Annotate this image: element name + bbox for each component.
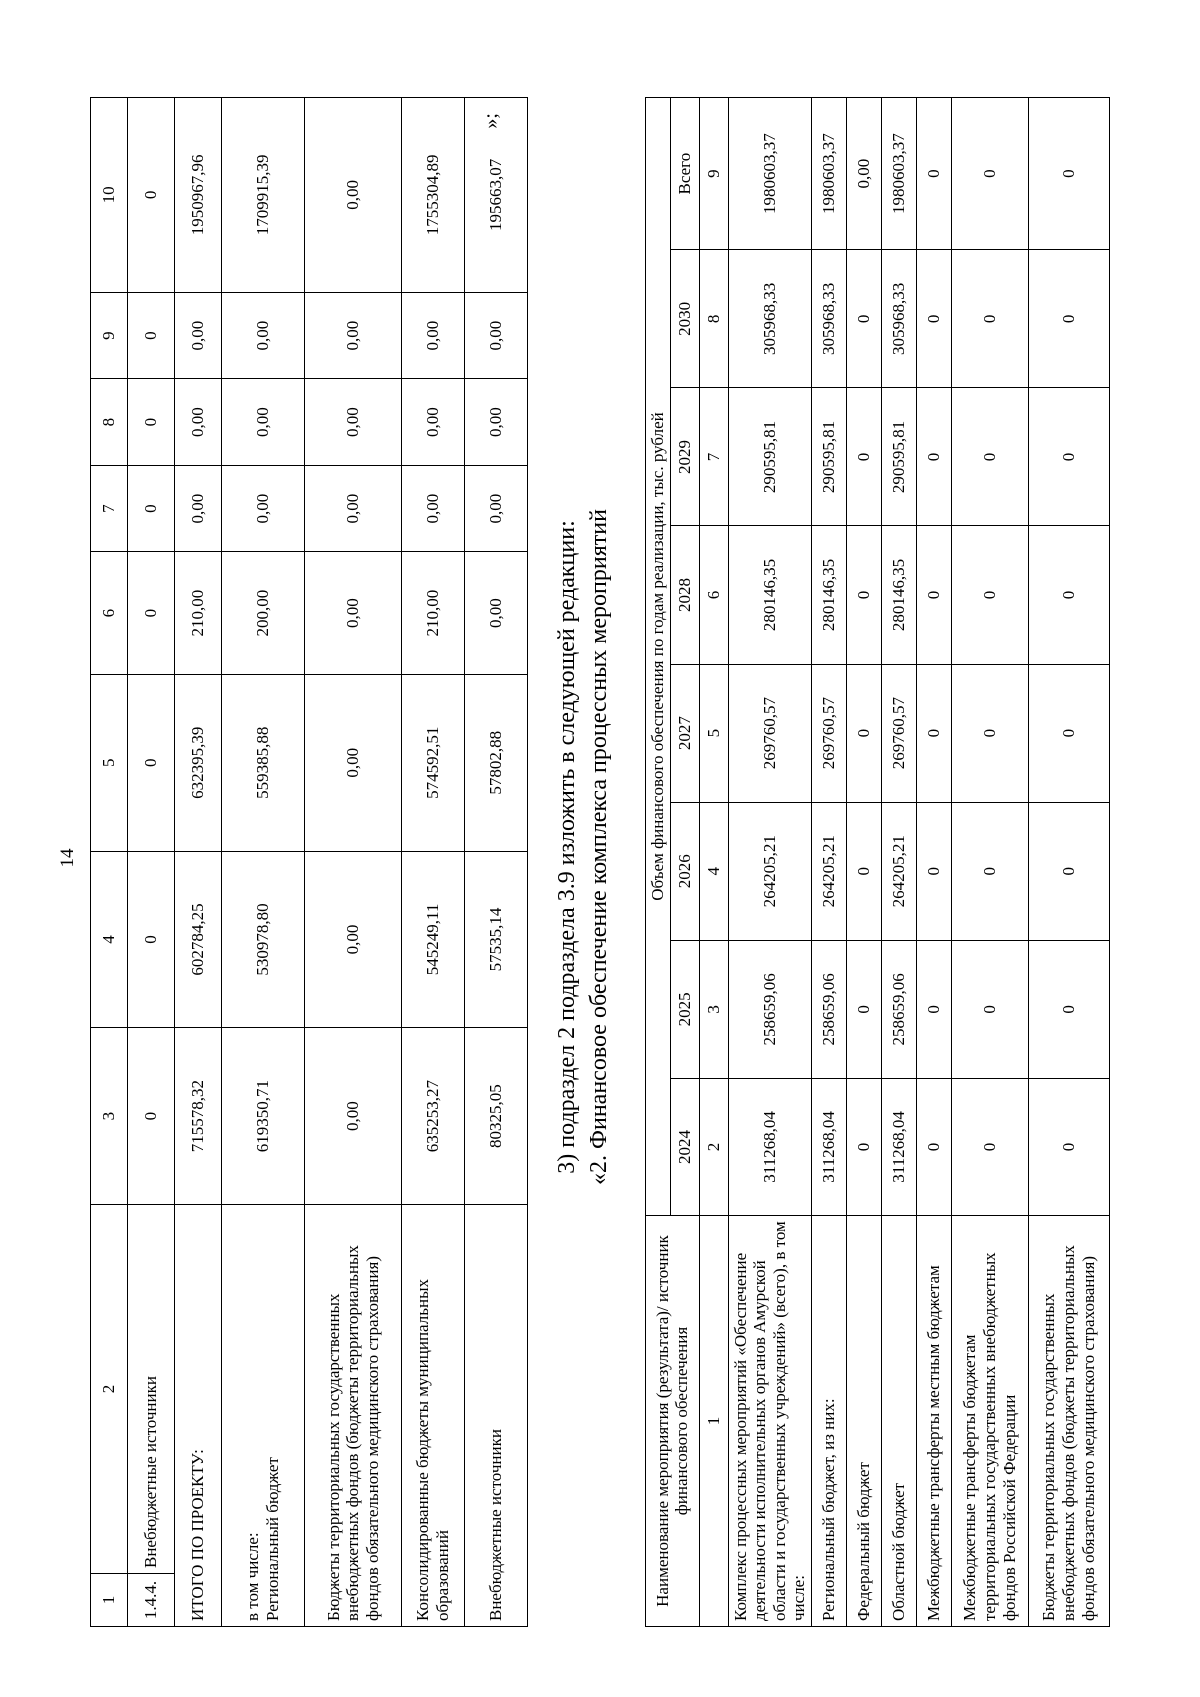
cell-value: 1755304,89	[402, 98, 465, 293]
row-label: Областной бюджет	[881, 1216, 916, 1627]
column-number-row	[699, 98, 728, 1627]
cell-value: 0	[1028, 1078, 1109, 1215]
cell-value: 0,00	[846, 98, 881, 250]
row-label: Федеральный бюджет	[846, 1216, 881, 1627]
cell-value: 0	[916, 664, 951, 802]
cell-value: 0,00	[305, 851, 402, 1028]
col-num-header: 1	[91, 1574, 128, 1627]
cell-value: 0	[1028, 940, 1109, 1078]
cell-value: 602784,25	[175, 851, 222, 1028]
cell-value: 0,00	[402, 379, 465, 466]
column-number: 4	[699, 802, 728, 940]
cell-value: 0	[951, 664, 1028, 802]
cell-value: 0,00	[222, 379, 305, 466]
cell-value: 269760,57	[811, 664, 846, 802]
column-number: 2	[699, 1078, 728, 1215]
cell-value: 0	[951, 250, 1028, 388]
table-row	[402, 98, 465, 1627]
column-number: 8	[699, 250, 728, 388]
table-row	[1028, 98, 1109, 1627]
cell-value: 0	[128, 292, 175, 379]
table-row	[846, 98, 881, 1627]
col-header: 6	[91, 552, 128, 675]
cell-value: 305968,33	[881, 250, 916, 388]
col-header: 8	[91, 379, 128, 466]
col-header: 9	[91, 292, 128, 379]
cell-value: 269760,57	[728, 664, 811, 802]
cell-value: 0	[1028, 526, 1109, 664]
cell-value: 0	[846, 388, 881, 526]
year-header: 2029	[670, 388, 699, 526]
cell-value: 0	[1028, 98, 1109, 250]
row-label: в том числе: Региональный бюджет	[222, 1205, 305, 1627]
year-header: 2026	[670, 802, 699, 940]
col-header: 5	[91, 674, 128, 851]
cell-value: 57535,14	[465, 851, 528, 1028]
cell-value: 0,00	[305, 674, 402, 851]
group-header: Объем финансового обеспечения по годам реализации, тыс. рублей	[646, 98, 671, 1216]
table-row	[465, 98, 528, 1627]
year-header: 2024	[670, 1078, 699, 1215]
cell-value: 258659,06	[728, 940, 811, 1078]
cell-value: 574592,51	[402, 674, 465, 851]
cell-value: 0	[951, 1078, 1028, 1215]
cell-value: 0	[128, 98, 175, 293]
table-row	[305, 98, 402, 1627]
column-number: 7	[699, 388, 728, 526]
cell-value: 0	[916, 526, 951, 664]
cell-value: 1950967,96	[175, 98, 222, 293]
cell-value: 0	[916, 802, 951, 940]
row-label: Межбюджетные трансферты местным бюджетам	[916, 1216, 951, 1627]
col-name-header: 2	[91, 1205, 128, 1574]
column-number: 9	[699, 98, 728, 250]
cell-value: 0	[916, 250, 951, 388]
table-header-row	[91, 98, 128, 1627]
cell-value: 619350,71	[222, 1028, 305, 1205]
cell-value: 0	[951, 940, 1028, 1078]
row-label: Консолидированные бюджеты муниципальных образований	[402, 1205, 465, 1627]
cell-value: 280146,35	[881, 526, 916, 664]
cell-value: 0	[846, 526, 881, 664]
row-label: ИТОГО ПО ПРОЕКТУ:	[175, 1205, 222, 1627]
cell-value: 0	[951, 802, 1028, 940]
cell-value: 0	[128, 674, 175, 851]
col-header: 4	[91, 851, 128, 1028]
cell-value: 0	[128, 552, 175, 675]
cell-value: 1709915,39	[222, 98, 305, 293]
cell-value: 0,00	[305, 379, 402, 466]
cell-value: 311268,04	[811, 1078, 846, 1215]
cell-value: 195663,07	[465, 98, 528, 293]
table-row	[728, 98, 811, 1627]
cell-value: 715578,32	[175, 1028, 222, 1205]
cell-value: 0	[1028, 250, 1109, 388]
cell-value: 1980603,37	[728, 98, 811, 250]
cell-value: 290595,81	[881, 388, 916, 526]
year-header: 2027	[670, 664, 699, 802]
cell-value: 0	[951, 98, 1028, 250]
cell-value: 0,00	[175, 379, 222, 466]
cell-value: 280146,35	[811, 526, 846, 664]
year-header: 2025	[670, 940, 699, 1078]
cell-value: 264205,21	[881, 802, 916, 940]
cell-value: 0	[916, 940, 951, 1078]
cell-value: 1980603,37	[881, 98, 916, 250]
cell-value: 0	[846, 802, 881, 940]
row-label: Внебюджетные источники	[128, 1205, 175, 1574]
year-header: 2030	[670, 250, 699, 388]
cell-value: 0	[1028, 802, 1109, 940]
col-header: 10	[91, 98, 128, 293]
cell-value: 0,00	[465, 292, 528, 379]
cell-value: 258659,06	[811, 940, 846, 1078]
cell-value: 210,00	[402, 552, 465, 675]
cell-value: 0,00	[305, 292, 402, 379]
cell-value: 0	[916, 1078, 951, 1215]
cell-value: 0	[846, 664, 881, 802]
cell-value: 258659,06	[881, 940, 916, 1078]
year-header: 2028	[670, 526, 699, 664]
row-label: Комплекс процессных мероприятий «Обеспечение деятельности исполнительных органов Амурской области и государственных учреждений» (всего), в том числе:	[728, 1216, 811, 1627]
cell-value: 0,00	[465, 552, 528, 675]
cell-value: 0	[846, 940, 881, 1078]
section-instruction: 3) подраздел 2 подраздела 3.9 изложить в следующей редакции:	[554, 520, 580, 1174]
row-number: 1.4.4.	[128, 1574, 175, 1627]
row-label: Региональный бюджет, из них:	[811, 1216, 846, 1627]
col-header: 7	[91, 465, 128, 552]
cell-value: 0	[128, 1028, 175, 1205]
cell-value: 0	[128, 379, 175, 466]
closing-quote: »;	[480, 113, 502, 129]
cell-value: 200,00	[222, 552, 305, 675]
cell-value: 0	[846, 250, 881, 388]
cell-value: 0,00	[465, 465, 528, 552]
column-number: 1	[699, 1216, 728, 1627]
row-label: Бюджеты территориальных государственных внебюджетных фондов (бюджеты территориальных фондов обязательного медицинского страхования)	[1028, 1216, 1109, 1627]
column-number: 3	[699, 940, 728, 1078]
cell-value: 0,00	[175, 465, 222, 552]
col1-header: Наименование мероприятия (результата)/ источник финансового обеспечения	[646, 1216, 700, 1627]
cell-value: 264205,21	[728, 802, 811, 940]
funding-table-project	[90, 97, 528, 1627]
cell-value: 80325,05	[465, 1028, 528, 1205]
cell-value: 210,00	[175, 552, 222, 675]
table-row	[175, 98, 222, 1627]
cell-value: 290595,81	[728, 388, 811, 526]
cell-value: 311268,04	[728, 1078, 811, 1215]
cell-value: 305968,33	[728, 250, 811, 388]
table-row	[881, 98, 916, 1627]
cell-value: 530978,80	[222, 851, 305, 1028]
cell-value: 0,00	[305, 552, 402, 675]
table-row	[951, 98, 1028, 1627]
section-title: «2. Финансовое обеспечение комплекса процессных мероприятий	[586, 509, 612, 1185]
cell-value: 0	[128, 851, 175, 1028]
col-header: 3	[91, 1028, 128, 1205]
page-number: 14	[57, 848, 78, 868]
cell-value: 311268,04	[881, 1078, 916, 1215]
cell-value: 0	[1028, 664, 1109, 802]
cell-value: 269760,57	[881, 664, 916, 802]
cell-value: 0,00	[175, 292, 222, 379]
cell-value: 0	[846, 1078, 881, 1215]
table-row	[128, 98, 175, 1627]
funding-table-process	[645, 97, 1110, 1627]
cell-value: 0,00	[305, 1028, 402, 1205]
cell-value: 635253,27	[402, 1028, 465, 1205]
cell-value: 0	[951, 526, 1028, 664]
cell-value: 0,00	[222, 465, 305, 552]
rotated-page-content	[60, 47, 1140, 1647]
row-label: Межбюджетные трансферты бюджетам территориальных государственных внебюджетных фондов Российской Федерации	[951, 1216, 1028, 1627]
cell-value: 264205,21	[811, 802, 846, 940]
cell-value: 559385,88	[222, 674, 305, 851]
cell-value: 290595,81	[811, 388, 846, 526]
cell-value: 0,00	[305, 98, 402, 293]
cell-value: 0	[916, 98, 951, 250]
table-row	[916, 98, 951, 1627]
cell-value: 0	[1028, 388, 1109, 526]
cell-value: 57802,88	[465, 674, 528, 851]
table-row	[222, 98, 305, 1627]
cell-value: 0	[128, 465, 175, 552]
year-header: Всего	[670, 98, 699, 250]
cell-value: 280146,35	[728, 526, 811, 664]
cell-value: 0,00	[305, 465, 402, 552]
cell-value: 0,00	[402, 465, 465, 552]
cell-value: 0,00	[222, 292, 305, 379]
row-label: Бюджеты территориальных государственных внебюджетных фондов (бюджеты территориальных фондов обязательного медицинского страхования)	[305, 1205, 402, 1627]
row-label: Внебюджетные источники	[465, 1205, 528, 1627]
cell-value: 545249,11	[402, 851, 465, 1028]
cell-value: 0	[951, 388, 1028, 526]
column-number: 6	[699, 526, 728, 664]
table-header-row	[646, 98, 671, 1627]
cell-value: 632395,39	[175, 674, 222, 851]
cell-value: 1980603,37	[811, 98, 846, 250]
column-number: 5	[699, 664, 728, 802]
cell-value: 305968,33	[811, 250, 846, 388]
table-row	[811, 98, 846, 1627]
cell-value: 0	[916, 388, 951, 526]
cell-value: 0,00	[465, 379, 528, 466]
cell-value: 0,00	[402, 292, 465, 379]
